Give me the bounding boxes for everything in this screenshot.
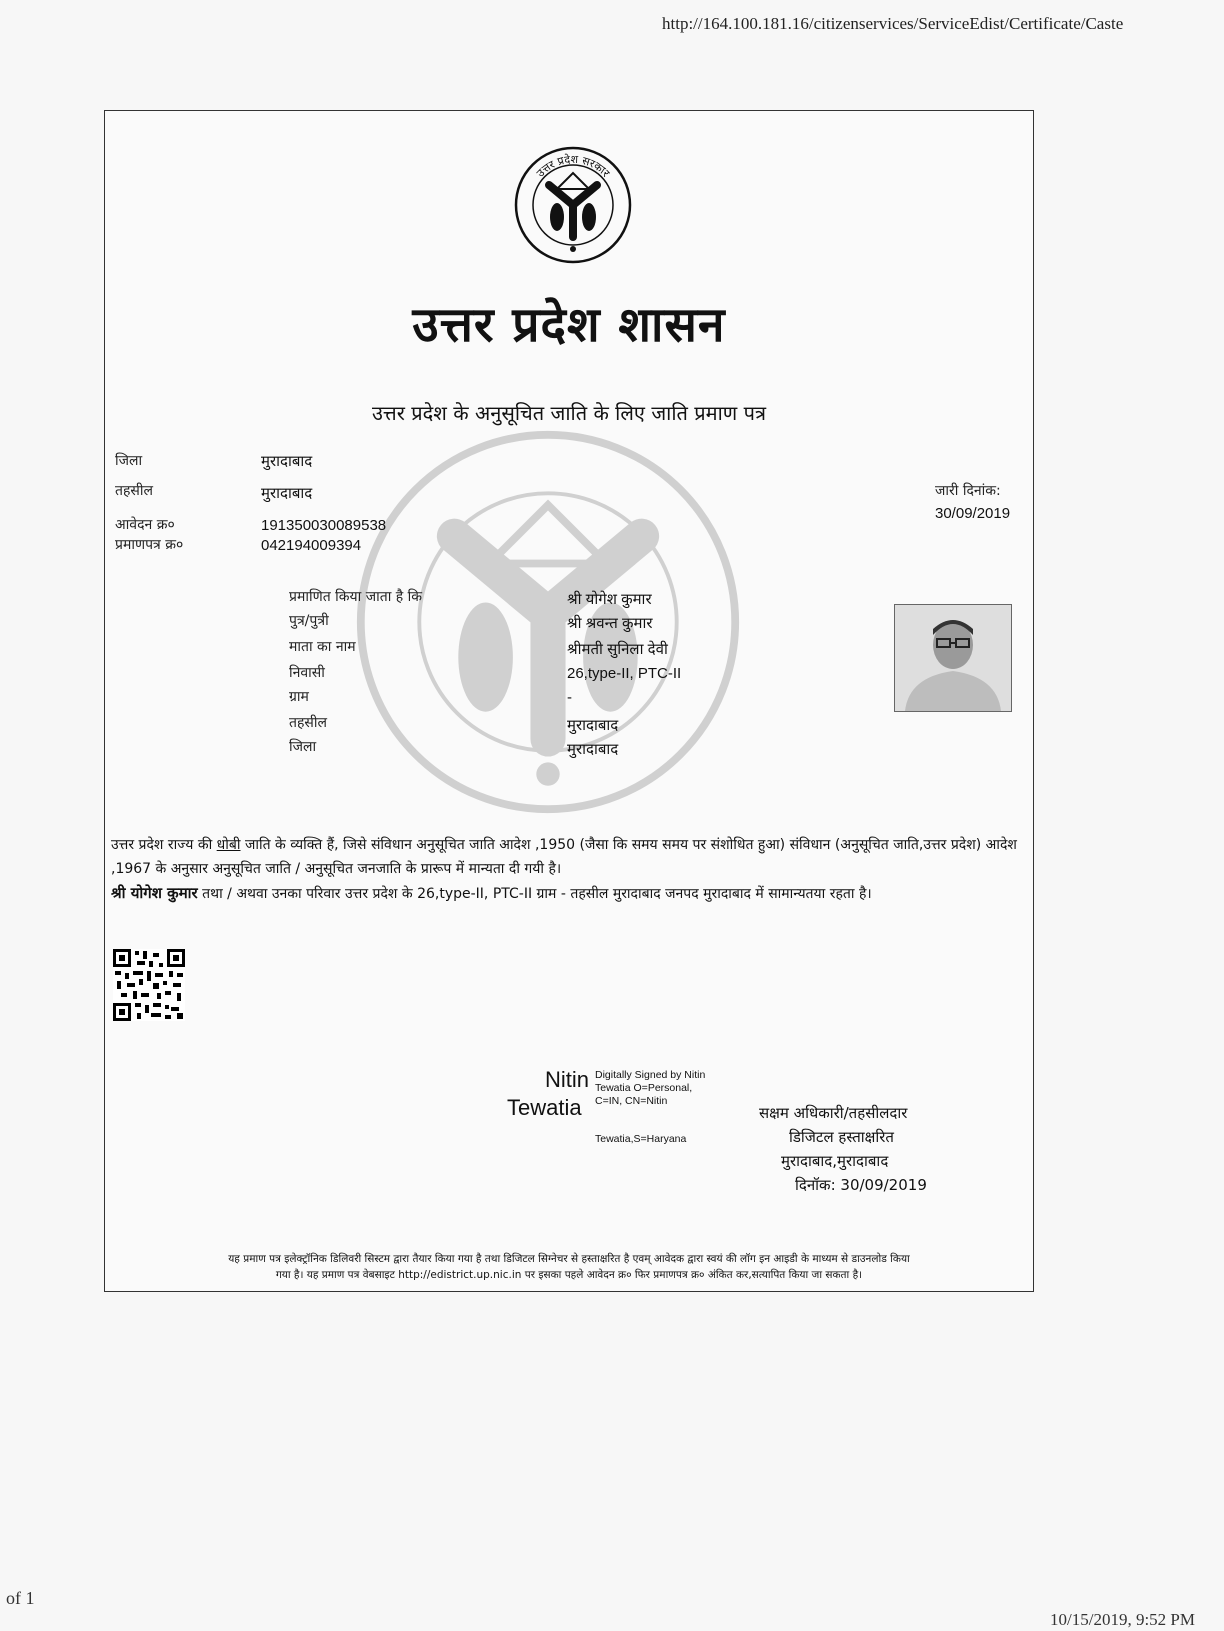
detail-label-district: जिला — [289, 739, 317, 755]
emblem-text: उत्तर प्रदेश सरकार — [533, 152, 613, 180]
district-value: मुरादाबाद — [261, 453, 313, 470]
detail-value-district: मुरादाबाद — [567, 741, 619, 758]
detail-value-tehsil: मुरादाबाद — [567, 717, 619, 734]
digitally-signed-label: डिजिटल हस्ताक्षरित — [789, 1128, 894, 1146]
svg-text:उत्तर प्रदेश सरकार — [534, 153, 613, 180]
detail-label-tehsil: तहसील — [289, 715, 327, 731]
body-line1-b: जाति के व्यक्ति हैं, जिसे संविधान अनुसूचित जाति आदेश ,1950 (जैसा कि समय समय पर संशोधित हुआ) संविधान (अनुसूचित जाति,उत्तर प्रदेश) आदेश ,1967 के अनुसार अनुसूचित जाति / अनुसूचित जनजाति के प्रारूप में मान्यता दी गयी है। — [111, 837, 1017, 877]
application-no-label: आवेदन क्र० — [115, 517, 175, 533]
emblem-watermark-icon — [353, 427, 743, 817]
detail-label-certified: प्रमाणित किया जाता है कि — [289, 589, 423, 605]
body-line2: तथा / अथवा उनका परिवार उत्तर प्रदेश के 26,type-II, PTC-II ग्राम - तहसील मुरादाबाद जनपद मुरादाबाद में सामान्यतया रहता है। — [197, 886, 872, 902]
disclaimer-line1: यह प्रमाण पत्र इलेक्ट्रॉनिक डिलिवरी सिस्टम द्वारा तैयार किया गया है तथा डिजिटल सिग्नेचर से हस्ताक्षरित है एवम् आवेदक द्वारा स्वयं की लॉग इन आइडी के माध्यम से डाउनलोड किया — [228, 1253, 910, 1265]
certificate-disclaimer — [111, 1251, 1027, 1283]
caste-name: धोबी — [216, 837, 241, 853]
digital-signature-details — [595, 1069, 705, 1108]
certificate-title: उत्तर प्रदेश शासन — [412, 297, 726, 353]
officer-title: सक्षम अधिकारी/तहसीलदार — [759, 1104, 908, 1122]
detail-value-village: - — [567, 689, 572, 706]
page-count: of 1 — [6, 1588, 35, 1608]
detail-label-village: ग्राम — [289, 689, 309, 705]
district-label: जिला — [115, 453, 143, 469]
issue-date-label: जारी दिनांक: — [935, 483, 1001, 499]
applicant-photo — [894, 604, 1012, 712]
certificate-no-label: प्रमाणपत्र क्र० — [115, 537, 184, 553]
certificate-no-value: 042194009394 — [261, 537, 362, 554]
qr-code-icon — [113, 949, 185, 1021]
applicant-portrait-icon — [895, 605, 1011, 711]
detail-value-mother: श्रीमती सुनिला देवी — [567, 641, 668, 658]
print-timestamp: 10/15/2019, 9:52 PM — [1050, 1610, 1195, 1629]
digital-sig-line4: Tewatia,S=Haryana — [595, 1133, 687, 1145]
digital-sig-line1: Digitally Signed by Nitin — [595, 1069, 706, 1081]
certificate-body — [111, 833, 1021, 906]
applicant-name-bold: श्री योगेश कुमार — [111, 884, 198, 902]
disclaimer-line2: गया है। यह प्रमाण पत्र वेबसाइट http://edistrict.up.nic.in पर इसका पहले आवेदन क्र० फिर प्रमाणपत्र क्र० अंकित कर,सत्यापित किया जा सकता है। — [275, 1269, 863, 1281]
page-url: http://164.100.181.16/citizenservices/ServiceEdist/Certificate/Caste — [662, 14, 1124, 33]
caste-certificate — [104, 110, 1034, 1292]
application-no-value: 191350030089538 — [261, 517, 387, 534]
up-government-emblem-icon — [513, 145, 633, 265]
issue-date-value: 30/09/2019 — [935, 505, 1011, 522]
detail-value-parent: श्री श्रवन्त कुमार — [567, 615, 653, 632]
signer-last-name: Tewatia — [507, 1095, 582, 1120]
detail-value-name: श्री योगेश कुमार — [567, 591, 652, 608]
tehsil-label: तहसील — [115, 483, 153, 499]
detail-label-resident: निवासी — [289, 665, 325, 681]
detail-value-resident: 26,type-II, PTC-II — [567, 665, 682, 682]
signature-date: दिनॉक: 30/09/2019 — [795, 1176, 927, 1194]
digital-sig-line3: C=IN, CN=Nitin — [595, 1095, 668, 1107]
digital-sig-line2: Tewatia O=Personal, — [595, 1082, 693, 1094]
detail-label-parent: पुत्र/पुत्री — [289, 613, 329, 629]
certificate-subtitle: उत्तर प्रदेश के अनुसूचित जाति के लिए जाति प्रमाण पत्र — [371, 401, 767, 425]
officer-location: मुरादाबाद,मुरादाबाद — [781, 1152, 889, 1170]
body-line1-a: उत्तर प्रदेश राज्य की — [111, 837, 217, 853]
tehsil-value: मुरादाबाद — [261, 485, 313, 502]
detail-label-mother: माता का नाम — [289, 639, 356, 655]
signer-first-name: Nitin — [545, 1067, 590, 1092]
